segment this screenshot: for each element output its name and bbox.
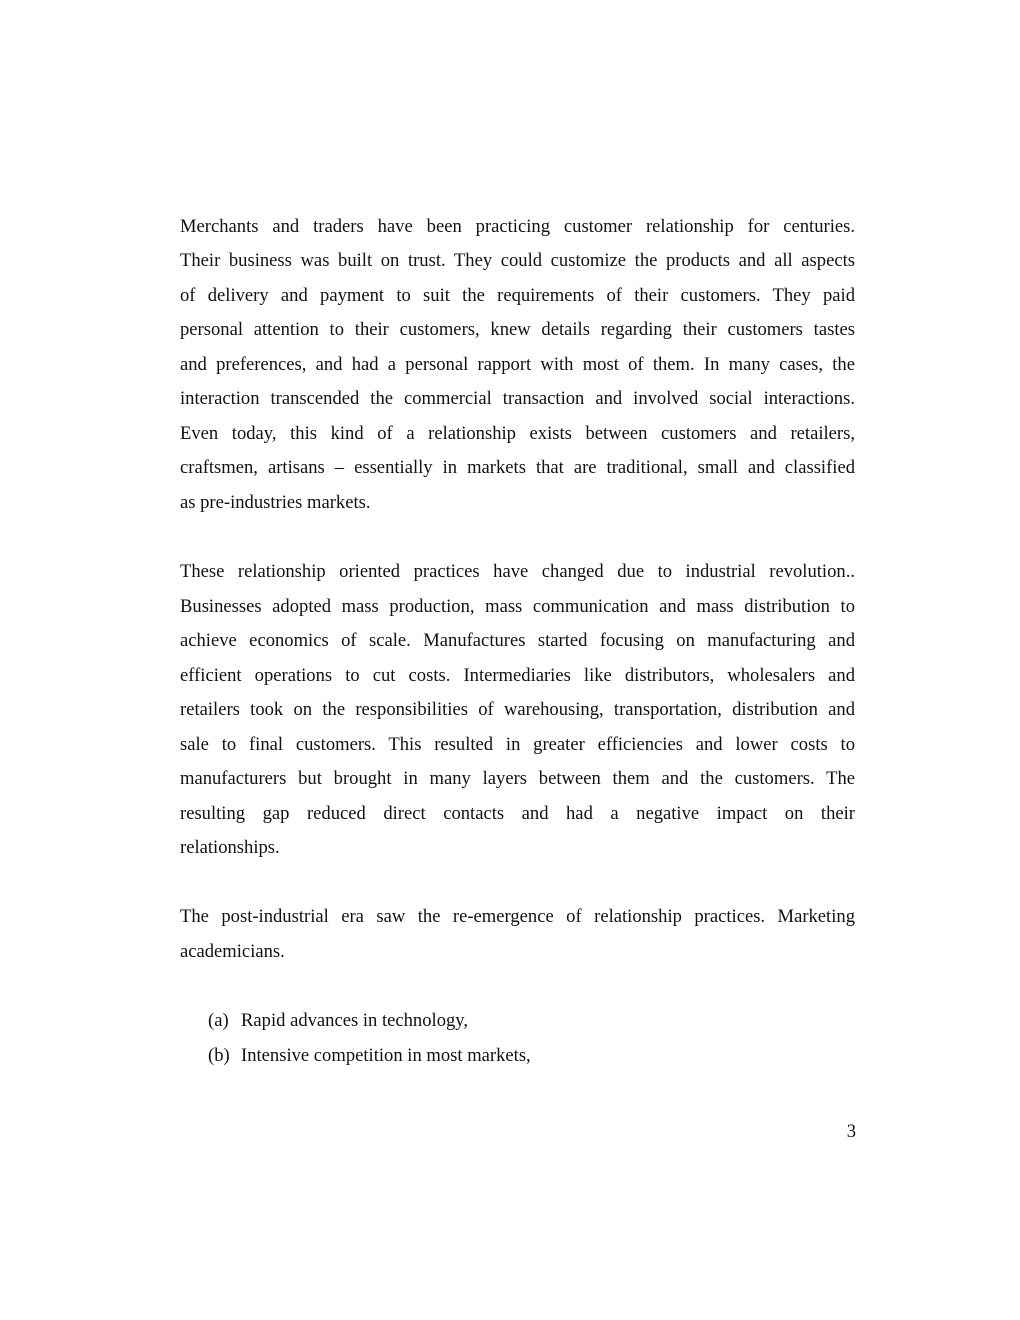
text-line: Merchants and traders have been practicing customer relationship for centuries. — [180, 216, 855, 237]
text-line: retailers took on the responsibilities of warehousing, transportation, distribution and — [180, 699, 855, 720]
list-marker: (b) — [208, 1045, 230, 1066]
text-line: Their business was built on trust. They could customize the products and all aspects — [180, 250, 855, 271]
text-line: personal attention to their customers, knew details regarding their customers tastes — [180, 319, 855, 340]
text-line: Businesses adopted mass production, mass communication and mass distribution to — [180, 596, 855, 617]
list-item-text: Rapid advances in technology, — [241, 1010, 469, 1031]
text-line: of delivery and payment to suit the requirements of their customers. They paid — [180, 285, 855, 306]
text-line: as pre-industries markets. — [180, 492, 371, 513]
text-line: academicians. — [180, 941, 285, 962]
text-line: Even today, this kind of a relationship exists between customers and retailers, — [180, 423, 855, 444]
text-line: craftsmen, artisans – essentially in markets that are traditional, small and classified — [180, 457, 855, 478]
text-line: resulting gap reduced direct contacts and had a negative impact on their — [180, 803, 855, 824]
text-line: These relationship oriented practices have changed due to industrial revolution.. — [180, 561, 855, 582]
text-line: and preferences, and had a personal rapport with most of them. In many cases, the — [180, 354, 855, 375]
list-item — [208, 1043, 531, 1069]
text-line: achieve economics of scale. Manufactures started focusing on manufacturing and — [180, 630, 855, 651]
text-line: relationships. — [180, 837, 280, 858]
text-line: efficient operations to cut costs. Intermediaries like distributors, wholesalers and — [180, 665, 855, 686]
list-marker: (a) — [208, 1010, 229, 1031]
text-line: interaction transcended the commercial transaction and involved social interactions. — [180, 388, 855, 409]
page-number: 3 — [846, 1121, 856, 1142]
list-item — [208, 1008, 468, 1034]
text-line: sale to final customers. This resulted in greater efficiencies and lower costs to — [180, 734, 855, 755]
text-line: manufacturers but brought in many layers between them and the customers. The — [180, 768, 855, 789]
list-item-text: Intensive competition in most markets, — [241, 1045, 531, 1066]
text-line: The post-industrial era saw the re-emergence of relationship practices. Marketing — [180, 906, 855, 927]
